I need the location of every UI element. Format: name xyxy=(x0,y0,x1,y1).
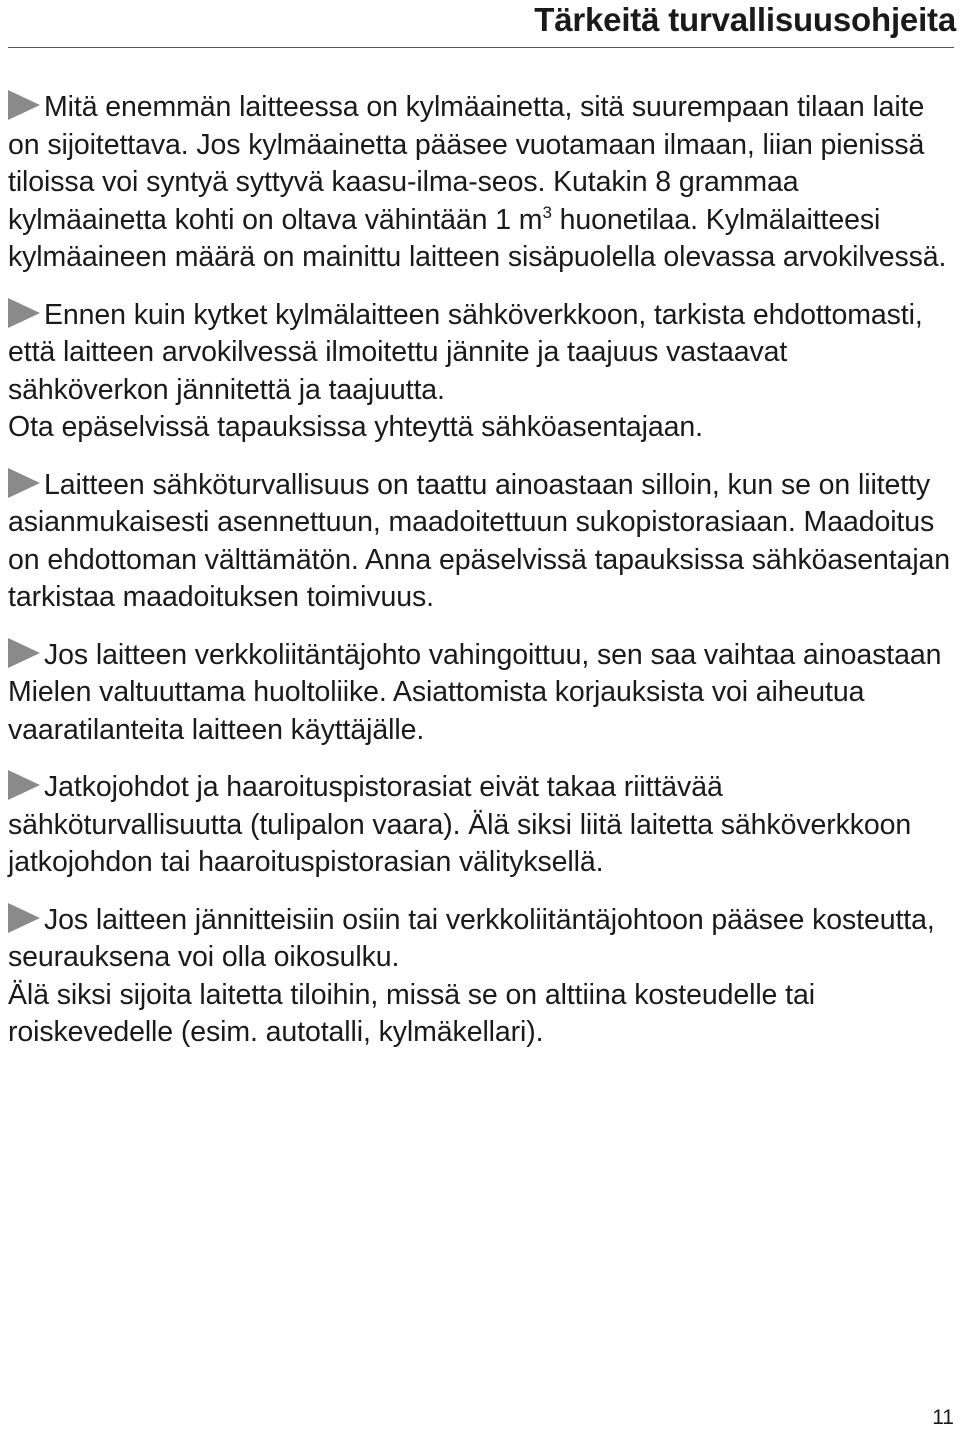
triangle-marker-icon xyxy=(8,90,40,120)
instruction-refrigerant-quantity xyxy=(8,89,952,277)
instruction-text: Jatkojohdot ja haaroituspistorasiat eivät takaa riittävää sähköturvallisuutta (tulipalon vaara). Älä siksi liitä laitetta sähköverkkoon jatkojohdon tai haaroituspistorasian välityksellä. xyxy=(8,771,912,878)
page-number: 11 xyxy=(932,1406,954,1429)
safety-instructions xyxy=(8,89,952,1052)
instruction-note: Älä siksi sijoita laitetta tiloihin, missä se on alttiina kosteudelle tai roiskevedelle (esim. autotalli, kylmäkellari). xyxy=(8,978,815,1048)
instruction-moisture xyxy=(8,902,952,1052)
page-title: Tärkeitä turvallisuusohjeita xyxy=(534,1,956,38)
header-divider xyxy=(8,47,954,48)
instruction-electrical-safety xyxy=(8,467,952,617)
triangle-marker-icon xyxy=(8,468,40,498)
instruction-text: Mitä enemmän laitteessa on kylmäainetta, sitä suurempaan tilaan laite on sijoitettava. Jos kylmäainetta pääsee vuotamaan ilmaan, liian pienissä tiloissa voi syntyä syttyvä kaasu-ilma-seos. Kutakin 8 grammaa kylmäainetta kohti on oltava vähintään 1 m xyxy=(8,91,925,236)
instruction-text: Jos laitteen verkkoliitäntäjohto vahingoittuu, sen saa vaihtaa ainoastaan Mielen valtuuttama huoltoliike. Asiattomista korjauksista voi aiheutua vaaratilanteita laitteen käyttäjälle. xyxy=(8,638,942,746)
instruction-power-cord xyxy=(8,637,952,750)
instruction-text: Laitteen sähköturvallisuus on taattu ainoastaan silloin, kun se on liitetty asianmukaisesti asennettuun, maadoitettuun sukopistorasiaan. Maadoitus on ehdottoman välttämätön. Anna epäselvissä tapauksissa sähköasentajan tarkistaa maadoituksen toimivuus. xyxy=(8,468,951,613)
instruction-text-continued: huonetilaa. Kylmälaitteesi kylmäaineen määrä on mainittu laitteen sisäpuolella olevassa arvokilvessä. xyxy=(8,203,947,273)
instruction-voltage-check xyxy=(8,297,952,447)
triangle-marker-icon xyxy=(8,638,40,668)
instruction-note: Ota epäselvissä tapauksissa yhteyttä sähköasentajaan. xyxy=(8,411,703,443)
instruction-extension-cords xyxy=(8,769,952,882)
instruction-text: Ennen kuin kytket kylmälaitteen sähköverkkoon, tarkista ehdottomasti, että laitteen arvokilvessä ilmoitettu jännite ja taajuus vastaavat sähköverkon jännitettä ja taajuutta. xyxy=(8,298,923,406)
triangle-marker-icon xyxy=(8,298,40,328)
triangle-marker-icon xyxy=(8,770,40,800)
superscript: 3 xyxy=(542,202,552,222)
triangle-marker-icon xyxy=(8,903,40,933)
instruction-text: Jos laitteen jännitteisiin osiin tai verkkoliitäntäjohtoon pääsee kosteutta, seurauksena voi olla oikosulku. xyxy=(8,903,935,973)
